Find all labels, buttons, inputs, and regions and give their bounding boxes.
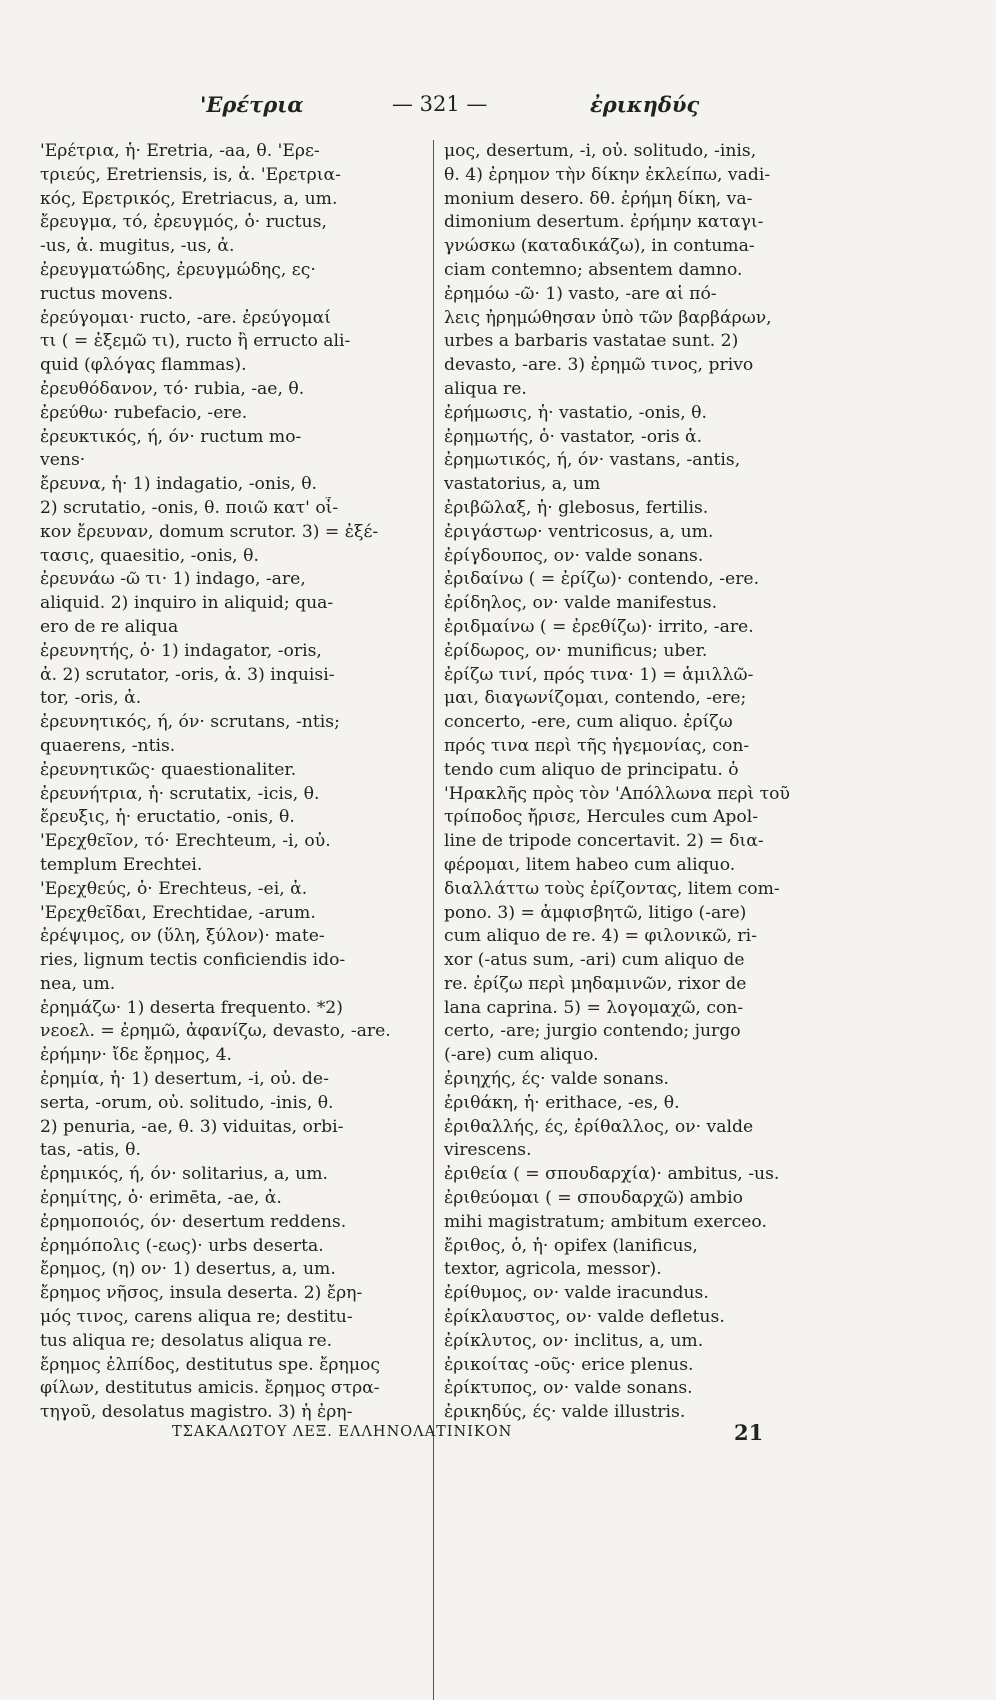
text-line: aliqua re. <box>444 378 527 399</box>
text-line: quaerens, -ntis. <box>40 735 176 756</box>
text-line: τασις, quaesitio, -onis, θ. <box>40 545 259 566</box>
text-line: 2) penuria, -ae, θ. 3) viduitas, orbi- <box>40 1116 344 1137</box>
text-line: ἐριθεύομαι ( = σπουδαρχῶ) ambio <box>444 1188 744 1209</box>
page-number: — 321 — <box>392 92 488 116</box>
text-line: φέρομαι, litem habeo cum aliquo. <box>444 854 736 875</box>
text-line: ἐρευνητής, ὁ· 1) indagator, -oris, <box>40 640 322 661</box>
text-line: certo, -are; jurgio contendo; jurgo <box>444 1021 741 1042</box>
text-line: ἐρικοίτας -οῦς· erice plenus. <box>444 1354 694 1375</box>
text-line: ἐρημόπολις (-εως)· urbs deserta. <box>40 1235 324 1256</box>
text-line: ἐρήμωσις, ἡ· vastatio, -onis, θ. <box>444 402 707 423</box>
text-line: pono. 3) = ἀμφισβητῶ, litigo (-are) <box>444 902 747 923</box>
column-divider <box>433 140 434 1700</box>
text-line: γνώσκω (καταδικάζω), in contuma- <box>444 236 755 257</box>
text-line: τριεύς, Eretriensis, is, ἀ. 'Ερετρια- <box>40 164 341 185</box>
text-line: virescens. <box>444 1140 532 1161</box>
text-line: templum Erechtei. <box>40 854 203 875</box>
text-line: ἐρίγδουπος, ον· valde sonans. <box>444 545 704 566</box>
text-line: ἐρημωτικός, ή, όν· vastans, -antis, <box>444 450 741 471</box>
text-line: tor, -oris, ἀ. <box>40 688 142 709</box>
text-line: ἐρημία, ἡ· 1) desertum, -i, οὐ. de- <box>40 1069 329 1090</box>
text-line: aliquid. 2) inquiro in aliquid; qua- <box>40 593 334 614</box>
text-line: ἐρίκτυπος, ον· valde sonans. <box>444 1378 693 1399</box>
text-line: τηγοῦ, desolatus magistro. 3) ἡ ἐρη- <box>40 1402 353 1423</box>
text-line: διαλλάττω τοὺς ἐρίζοντας, litem com- <box>444 878 780 899</box>
text-line: concerto, -ere, cum aliquo. ἐρίζω <box>444 712 733 733</box>
text-line: θ. 4) ἐρημον τὴν δίκην ἐκλείπω, vadi- <box>444 164 771 185</box>
text-line: ἐρήμην· ἴδε ἔρημος, 4. <box>40 1045 233 1066</box>
text-line: -us, ἀ. mugitus, -us, ἀ. <box>40 236 235 257</box>
text-line: ero de re aliqua <box>40 616 179 637</box>
text-line: ἐρημικός, ή, όν· solitarius, a, um. <box>40 1164 328 1185</box>
text-line: ructus movens. <box>40 283 174 304</box>
text-line: ἐρευγματώδης, ἐρευγμώδης, ες· <box>40 259 316 280</box>
text-line: ἐρίδωρος, ον· munificus; uber. <box>444 640 708 661</box>
text-line: devasto, -are. 3) ἐρημῶ τινος, privo <box>444 355 754 376</box>
text-line: ἐρίκλυτος, ον· inclitus, a, um. <box>444 1330 704 1351</box>
text-line: ἔρημος ἐλπίδος, destitutus spe. ἔρημος <box>40 1354 380 1375</box>
text-line: ciam contemno; absentem damno. <box>444 259 743 280</box>
text-line: ἐρίκλαυστος, ον· valde defletus. <box>444 1307 725 1328</box>
text-line: ἐρικηδύς, ές· valde illustris. <box>444 1402 686 1423</box>
header-left-word: 'Ερέτρια <box>200 92 304 117</box>
text-line: cum aliquo de re. 4) = φιλονικῶ, ri- <box>444 926 757 947</box>
text-line: monium desero. δθ. ἐρήμη δίκη, va- <box>444 188 753 209</box>
text-line: ἀ. 2) scrutator, -oris, ἀ. 3) inquisi- <box>40 664 335 685</box>
text-line: μαι, διαγωνίζομαι, contendo, -ere; <box>444 688 747 709</box>
text-line: 2) scrutatio, -onis, θ. ποιῶ κατ' οἶ- <box>40 497 339 518</box>
text-line: ἐριηχής, ές· valde sonans. <box>444 1069 670 1090</box>
text-line: μός τινος, carens aliqua re; destitu- <box>40 1307 353 1328</box>
text-line: ἐριβῶλαξ, ἡ· glebosus, fertilis. <box>444 497 709 518</box>
text-line: ἐρημάζω· 1) deserta frequento. *2) <box>40 997 343 1018</box>
text-line: tendo cum aliquo de principatu. ὁ <box>444 759 739 780</box>
text-line: ἔρημος, (η) ον· 1) desertus, a, um. <box>40 1259 336 1280</box>
text-line: vastatorius, a, um <box>444 474 601 495</box>
text-line: 'Ερέτρια, ἡ· Eretria, -aa, θ. 'Ερε- <box>40 141 320 161</box>
text-line: 'Ερεχθεύς, ὁ· Erechteus, -ei, ἀ. <box>40 878 308 899</box>
text-line: re. ἐρίζω περὶ μηδαμινῶν, rixor de <box>444 973 747 994</box>
left-column <box>40 140 440 1425</box>
text-line: mihi magistratum; ambitum exerceo. <box>444 1211 767 1232</box>
text-line: ἐρευνητικῶς· quaestionaliter. <box>40 759 297 780</box>
text-line: ἐρευνητικός, ή, όν· scrutans, -ntis; <box>40 712 340 733</box>
text-line: ἐριθάκη, ἡ· erithace, -es, θ. <box>444 1092 680 1113</box>
text-line: (-are) cum aliquo. <box>444 1045 599 1066</box>
text-line: ἐρημόω -ῶ· 1) vasto, -are αἱ πό- <box>444 283 717 304</box>
text-line: ἐρέψιμος, ον (ὕλη, ξύλον)· mate- <box>40 926 325 947</box>
text-line: serta, -orum, οὐ. solitudo, -inis, θ. <box>40 1092 334 1113</box>
text-line: ἔριθος, ὁ, ἡ· opifex (lanificus, <box>444 1235 698 1256</box>
footer-title: ΤΣΑΚΑΛΩΤΟΥ ΛΕΞ. ΕΛΛΗΝΟΛΑΤΙΝΙΚΟΝ <box>172 1424 513 1440</box>
text-line: ἔρευγμα, τό, ἐρευγμός, ὁ· ructus, <box>40 212 327 233</box>
text-line: ἐριγάστωρ· ventricosus, a, um. <box>444 521 714 542</box>
text-line: ἐρεύθω· rubefacio, -ere. <box>40 402 248 423</box>
text-line: ἐριθεία ( = σπουδαρχία)· ambitus, -us. <box>444 1164 780 1185</box>
text-line: ἔρημος νῆσος, insula deserta. 2) ἔρη- <box>40 1283 363 1304</box>
text-line: λεις ἠρημώθησαν ὑπὸ τῶν βαρβάρων, <box>444 307 772 328</box>
text-line: ἐρημοποιός, όν· desertum reddens. <box>40 1211 347 1232</box>
text-line: νεοελ. = ἐρημῶ, ἀφανίζω, devasto, -are. <box>40 1021 391 1042</box>
page-header <box>0 92 996 122</box>
text-line: quid (φλόγας flammas). <box>40 355 247 376</box>
text-line: φίλων, destitutus amicis. ἔρημος στρα- <box>40 1378 380 1399</box>
text-line: ἐρίθυμος, ον· valde iracundus. <box>444 1283 709 1304</box>
page-footer <box>0 1420 996 1450</box>
text-line: lana caprina. 5) = λογομαχῶ, con- <box>444 997 744 1018</box>
text-line: ries, lignum tectis conficiendis ido- <box>40 950 346 971</box>
right-column <box>444 140 826 1425</box>
text-line: dimonium desertum. ἐρήμην καταγι- <box>444 212 764 233</box>
text-line: nea, um. <box>40 973 116 994</box>
text-line: ἐριδαίνω ( = ἐρίζω)· contendo, -ere. <box>444 569 760 590</box>
text-line: μος, desertum, -i, οὐ. solitudo, -inis, <box>444 141 757 161</box>
text-line: 'Ηρακλῆς πρὸς τὸν 'Απόλλωνα περὶ τοῦ <box>444 783 790 804</box>
text-line: ἔρευξις, ἡ· eructatio, -onis, θ. <box>40 807 295 828</box>
text-line: τρίποδος ἤρισε, Hercules cum Apol- <box>444 807 759 828</box>
text-line: ἐρευνάω -ῶ τι· 1) indago, -are, <box>40 569 306 590</box>
text-line: ἐρίδηλος, ον· valde manifestus. <box>444 593 718 614</box>
text-line: ἐριδμαίνω ( = ἐρεθίζω)· irrito, -are. <box>444 616 754 637</box>
text-line: ἐριθαλλής, ές, ἐρίθαλλος, ον· valde <box>444 1116 754 1137</box>
header-right-word: ἐρικηδύς <box>590 92 700 117</box>
signature-number: 21 <box>734 1420 764 1445</box>
text-line: κον ἔρευναν, domum scrutor. 3) = ἐξέ- <box>40 521 379 542</box>
text-line: tus aliqua re; desolatus aliqua re. <box>40 1330 333 1351</box>
text-line: ἐρεύγομαι· ructo, -are. ἐρεύγομαί <box>40 307 332 328</box>
text-line: textor, agricola, messor). <box>444 1259 662 1280</box>
text-line: 'Ερεχθεῖδαι, Erechtidae, -arum. <box>40 902 316 923</box>
text-line: urbes a barbaris vastatae sunt. 2) <box>444 331 739 352</box>
text-line: tas, -atis, θ. <box>40 1140 141 1161</box>
text-line: πρός τινα περὶ τῆς ἡγεμονίας, con- <box>444 735 750 756</box>
text-line: ἐρευκτικός, ή, όν· ructum mo- <box>40 426 302 447</box>
text-line: xor (-atus sum, -ari) cum aliquo de <box>444 950 745 971</box>
text-line: ἐρευθόδανον, τό· rubia, -ae, θ. <box>40 378 305 399</box>
text-line: ἔρευνα, ἡ· 1) indagatio, -onis, θ. <box>40 474 318 495</box>
text-line: ἐρημίτης, ὁ· erimēta, -ae, ἀ. <box>40 1188 282 1209</box>
text-line: vens· <box>40 450 86 471</box>
text-line: κός, Ερετρικός, Eretriacus, a, um. <box>40 188 338 209</box>
text-line: ἐρίζω τινί, πρός τινα· 1) = ἁμιλλῶ- <box>444 664 754 685</box>
text-line: τι ( = ἐξεμῶ τι), ructo ἢ erructo ali- <box>40 331 351 352</box>
text-line: 'Ερεχθεῖον, τό· Erechteum, -i, οὐ. <box>40 831 331 852</box>
text-line: ἐρημωτής, ὁ· vastator, -oris ἀ. <box>444 426 703 447</box>
text-line: ἐρευνήτρια, ἡ· scrutatix, -icis, θ. <box>40 783 320 804</box>
text-line: line de tripode concertavit. 2) = δια- <box>444 831 764 852</box>
